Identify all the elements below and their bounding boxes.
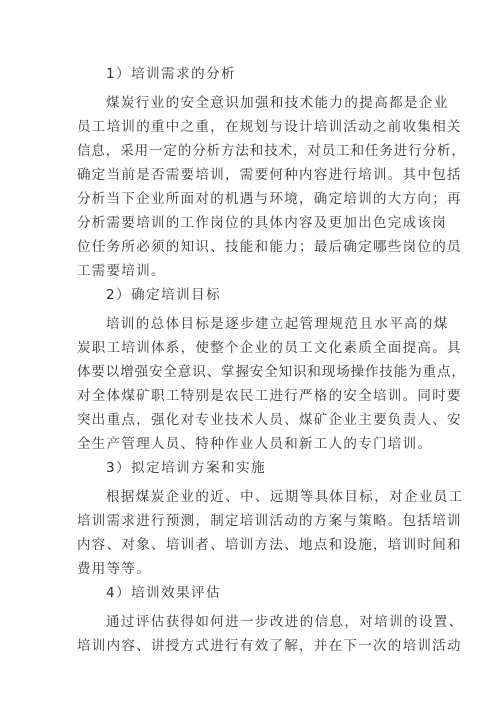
paragraph-line: 培训需求进行预测，制定培训活动的方案与策略。包括培训 — [77, 513, 462, 529]
section-heading: 2）确定培训目标 — [106, 287, 222, 303]
paragraph-line: 培训的总体目标是逐步建立起管理规范且水平高的煤 — [106, 316, 449, 332]
paragraph-line: 分析当下企业所面对的机遇与环境，确定培训的大方向；再 — [77, 191, 462, 207]
paragraph-line: 突出重点，强化对专业技术人员、煤矿企业主要负责人、安 — [77, 412, 462, 428]
section-heading: 3）拟定培训方案和实施 — [106, 460, 267, 476]
paragraph-line: 根据煤炭企业的近、中、远期等具体目标，对企业员工 — [106, 489, 464, 505]
paragraph-line: 信息，采用一定的分析方法和技术，对员工和任务进行分析， — [77, 143, 466, 159]
paragraph-line: 分析需要培训的工作岗位的具体内容及更加出色完成该岗 — [77, 215, 447, 231]
paragraph-line: 确定当前是否需要培训，需要何种内容进行培训。其中包括 — [77, 167, 462, 183]
paragraph-line: 煤炭行业的安全意识加强和技术能力的提高都是企业 — [106, 95, 449, 111]
paragraph-line: 培训内容、讲授方式进行有效了解，并在下一次的培训活动 — [77, 638, 462, 654]
paragraph-line: 炭职工培训体系，使整个企业的员工文化素质全面提高。具 — [77, 340, 462, 356]
paragraph-line: 对全体煤矿职工特别是农民工进行严格的安全培训。同时要 — [77, 388, 462, 404]
paragraph-line: 员工培训的重中之重，在规划与设计培训活动之前收集相关 — [77, 119, 462, 135]
paragraph-line: 内容、对象、培训者、培训方法、地点和设施，培训时间和 — [77, 537, 462, 553]
paragraph-line: 费用等等。 — [77, 561, 151, 577]
paragraph-line: 工需要培训。 — [77, 263, 166, 279]
section-heading: 4）培训效果评估 — [106, 585, 222, 601]
section-heading: 1）培训需求的分析 — [106, 66, 237, 82]
paragraph-line: 体要以增强安全意识、掌握安全知识和现场操作技能为重点， — [77, 364, 466, 380]
paragraph-line: 全生产管理人员、特种作业人员和新工人的专门培训。 — [77, 436, 433, 452]
paragraph-line: 通过评估获得如何进一步改进的信息，对培训的设置、 — [106, 614, 464, 630]
paragraph-line: 位任务所必须的知识、技能和能力；最后确定哪些岗位的员 — [77, 239, 462, 255]
